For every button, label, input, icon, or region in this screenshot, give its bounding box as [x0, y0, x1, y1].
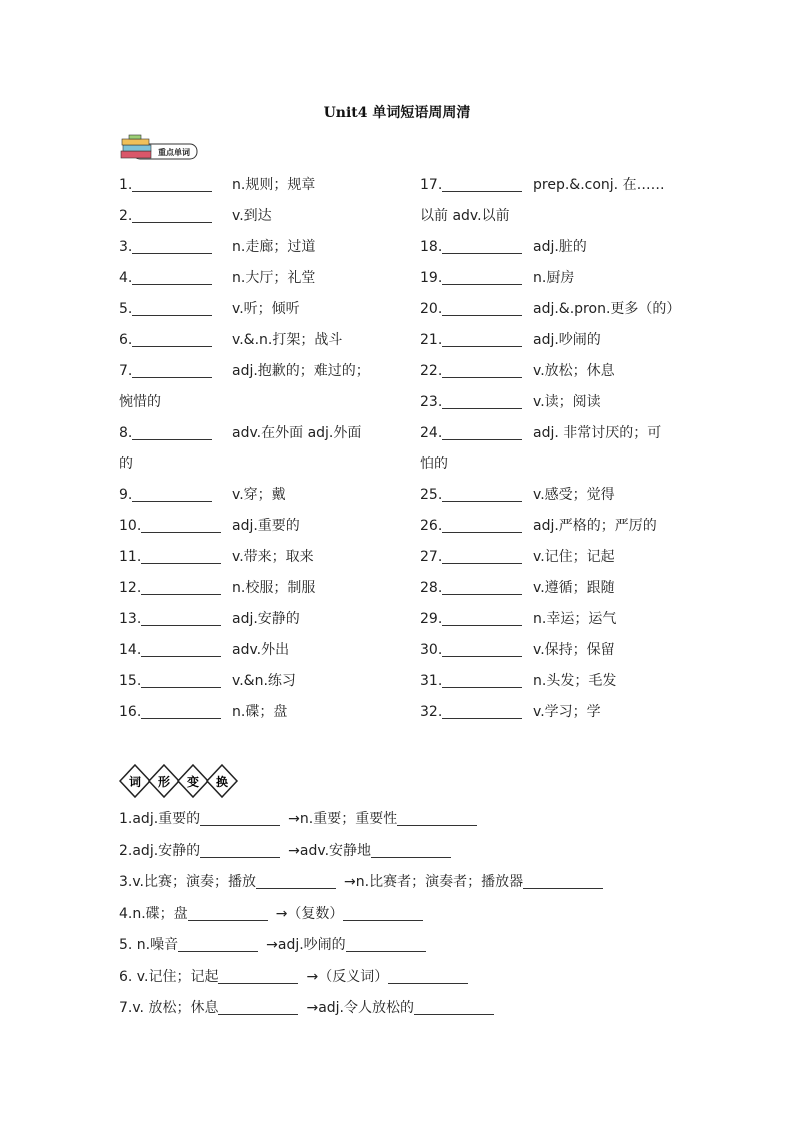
answer-blank[interactable] — [523, 874, 603, 889]
vocab-item — [119, 418, 409, 449]
answer-blank[interactable] — [442, 332, 522, 347]
answer-blank[interactable] — [132, 239, 212, 254]
vocab-number: 28. — [420, 580, 443, 596]
word-form-target: →adv.安静地 — [288, 842, 372, 859]
vocab-number: 12. — [119, 580, 142, 596]
vocab-number: 11. — [119, 549, 142, 565]
key-words-badge — [119, 133, 201, 163]
vocab-number: 24. — [420, 425, 443, 441]
vocab-item — [119, 294, 409, 325]
vocab-item — [420, 573, 682, 604]
vocab-meaning-continued: 惋惜的 — [119, 394, 161, 410]
vocab-number: 29. — [420, 611, 443, 627]
answer-blank[interactable] — [442, 363, 522, 378]
word-forms-section — [119, 804, 719, 1025]
vocab-number: 1. — [119, 177, 133, 193]
vocab-item — [420, 604, 682, 635]
answer-blank[interactable] — [132, 208, 212, 223]
vocab-number: 32. — [420, 704, 443, 720]
answer-blank[interactable] — [200, 811, 280, 826]
vocab-meaning: n.头发；毛发 — [533, 673, 617, 689]
vocab-item — [420, 635, 682, 666]
vocab-meaning: v.放松；休息 — [533, 363, 615, 379]
vocab-meaning: v.带来；取来 — [232, 549, 314, 565]
answer-blank[interactable] — [218, 969, 298, 984]
vocab-item — [119, 263, 409, 294]
answer-blank[interactable] — [442, 704, 522, 719]
answer-blank[interactable] — [218, 1000, 298, 1015]
vocab-item — [119, 511, 409, 542]
answer-blank[interactable] — [397, 811, 477, 826]
answer-blank[interactable] — [132, 301, 212, 316]
vocab-number: 20. — [420, 301, 443, 317]
vocab-item — [420, 263, 682, 294]
answer-blank[interactable] — [442, 549, 522, 564]
answer-blank[interactable] — [442, 580, 522, 595]
vocab-item — [119, 542, 409, 573]
vocab-meaning-continued: 以前 adv.以前 — [420, 208, 510, 224]
vocab-meaning: n.大厅；礼堂 — [232, 270, 316, 286]
vocab-meaning: n.厨房 — [533, 270, 575, 286]
word-form-item — [119, 930, 719, 962]
vocab-number: 30. — [420, 642, 443, 658]
answer-blank[interactable] — [178, 937, 258, 952]
answer-blank[interactable] — [132, 487, 212, 502]
vocab-number: 26. — [420, 518, 443, 534]
answer-blank[interactable] — [442, 611, 522, 626]
answer-blank[interactable] — [200, 843, 280, 858]
vocab-number: 10. — [119, 518, 142, 534]
answer-blank[interactable] — [141, 549, 221, 564]
word-form-item — [119, 804, 719, 836]
vocab-item — [420, 480, 682, 511]
vocab-meaning: v.&.n.打架；战斗 — [232, 332, 343, 348]
vocab-item — [119, 697, 409, 728]
word-form-source: 2.adj.安静的 — [119, 842, 201, 859]
answer-blank[interactable] — [343, 906, 423, 921]
word-form-target: →adj.令人放松的 — [306, 1000, 415, 1016]
vocab-item — [420, 387, 682, 418]
vocab-meaning: n.碟；盘 — [232, 704, 288, 720]
word-form-source: 3.v.比赛；演奏；播放 — [119, 874, 257, 890]
vocab-meaning: adj. 非常讨厌的；可 — [533, 425, 662, 441]
word-form-target: →（复数） — [275, 905, 344, 922]
answer-blank[interactable] — [442, 177, 522, 192]
vocab-meaning: v.到达 — [232, 208, 272, 224]
vocab-column-right — [420, 170, 682, 728]
vocab-number: 16. — [119, 704, 142, 720]
answer-blank[interactable] — [141, 518, 221, 533]
vocab-meaning: v.记住；记起 — [533, 549, 615, 565]
answer-blank[interactable] — [442, 394, 522, 409]
word-form-target: →（反义词） — [306, 968, 389, 985]
diamond-char — [149, 765, 179, 797]
diamond-char-label: 词 — [128, 775, 142, 789]
answer-blank[interactable] — [256, 874, 336, 889]
answer-blank[interactable] — [132, 332, 212, 347]
answer-blank[interactable] — [442, 518, 522, 533]
vocab-meaning: v.学习；学 — [533, 704, 601, 720]
vocab-meaning: v.读；阅读 — [533, 394, 601, 410]
vocab-meaning: adj.重要的 — [232, 518, 300, 534]
vocab-meaning: adj.严格的；严厉的 — [533, 518, 657, 534]
books-icon — [121, 135, 151, 158]
word-form-item — [119, 867, 719, 899]
word-form-item — [119, 836, 719, 868]
answer-blank[interactable] — [442, 239, 522, 254]
vocab-meaning: adj.脏的 — [533, 239, 587, 255]
vocab-number: 4. — [119, 270, 133, 286]
word-form-source: 4.n.碟；盘 — [119, 905, 188, 922]
vocab-meaning: n.走廊；过道 — [232, 239, 316, 255]
diamond-char — [120, 765, 150, 797]
vocab-item — [119, 232, 409, 263]
vocab-number: 18. — [420, 239, 443, 255]
answer-blank[interactable] — [346, 937, 426, 952]
vocab-meaning: v.保持；保留 — [533, 642, 615, 658]
answer-blank[interactable] — [442, 673, 522, 688]
vocab-number: 21. — [420, 332, 443, 348]
vocab-item — [119, 170, 409, 201]
vocab-number: 13. — [119, 611, 142, 627]
vocab-item — [119, 325, 409, 356]
vocab-number: 2. — [119, 208, 133, 224]
vocab-number: 5. — [119, 301, 133, 317]
answer-blank[interactable] — [442, 487, 522, 502]
vocab-item — [420, 294, 682, 325]
answer-blank[interactable] — [141, 580, 221, 595]
vocab-number: 27. — [420, 549, 443, 565]
vocab-number: 9. — [119, 487, 133, 503]
vocab-meaning: adj.安静的 — [232, 611, 300, 627]
vocab-item — [420, 666, 682, 697]
vocab-item — [420, 511, 682, 542]
vocab-item — [119, 604, 409, 635]
answer-blank[interactable] — [442, 425, 522, 440]
answer-blank[interactable] — [388, 969, 468, 984]
key-words-badge-label: 重点单词 — [158, 148, 190, 157]
vocab-meaning: adv.在外面 adj.外面 — [232, 425, 362, 441]
vocab-number: 25. — [420, 487, 443, 503]
word-form-source: 6. v.记住；记起 — [119, 968, 219, 985]
vocab-number: 15. — [119, 673, 142, 689]
answer-blank[interactable] — [442, 301, 522, 316]
page-title: Unit4 单词短语周周清 — [323, 105, 471, 121]
vocab-meaning: n.幸运；运气 — [533, 611, 617, 627]
vocab-number: 23. — [420, 394, 443, 410]
vocab-number: 22. — [420, 363, 443, 379]
vocab-item — [420, 697, 682, 728]
vocab-item — [119, 635, 409, 666]
vocab-item — [420, 418, 682, 449]
word-form-source: 1.adj.重要的 — [119, 811, 201, 827]
answer-blank[interactable] — [141, 673, 221, 688]
answer-blank[interactable] — [188, 906, 268, 921]
word-form-item — [119, 993, 719, 1025]
answer-blank[interactable] — [141, 704, 221, 719]
answer-blank[interactable] — [141, 642, 221, 657]
vocab-item — [420, 170, 682, 201]
vocab-meaning: adj.&.pron.更多（的） — [533, 301, 681, 317]
vocab-item — [119, 201, 409, 232]
vocab-meaning: n.校服；制服 — [232, 580, 316, 596]
answer-blank[interactable] — [132, 177, 212, 192]
vocab-number: 6. — [119, 332, 133, 348]
vocab-number: 7. — [119, 363, 133, 379]
vocab-meaning: v.遵循；跟随 — [533, 580, 615, 596]
vocab-column-left — [119, 170, 409, 728]
vocab-meaning: adv.外出 — [232, 642, 290, 658]
diamond-char — [207, 765, 237, 797]
diamond-char-label: 换 — [215, 775, 229, 789]
vocab-number: 17. — [420, 177, 443, 193]
vocab-item — [119, 573, 409, 604]
vocab-meaning: v.听；倾听 — [232, 301, 300, 317]
vocab-meaning-continued: 的 — [119, 456, 133, 472]
answer-blank[interactable] — [132, 270, 212, 285]
diamond-char — [178, 765, 208, 797]
vocab-meaning: v.穿；戴 — [232, 487, 286, 503]
answer-blank[interactable] — [442, 642, 522, 657]
answer-blank[interactable] — [442, 270, 522, 285]
vocab-item — [420, 232, 682, 263]
vocab-item — [420, 356, 682, 387]
answer-blank[interactable] — [414, 1000, 494, 1015]
word-form-item — [119, 899, 719, 931]
answer-blank[interactable] — [132, 425, 212, 440]
vocab-item — [119, 666, 409, 697]
word-form-source: 5. n.噪音 — [119, 937, 179, 953]
vocab-meaning: adj.抱歉的；难过的； — [232, 363, 370, 379]
vocab-meaning: v.&n.练习 — [232, 673, 296, 689]
answer-blank[interactable] — [371, 843, 451, 858]
vocab-item — [420, 542, 682, 573]
vocab-meaning: adj.吵闹的 — [533, 332, 601, 348]
vocab-meaning: prep.&.conj. 在…… — [533, 177, 665, 193]
vocab-item — [119, 480, 409, 511]
diamond-char-label: 变 — [186, 775, 200, 789]
answer-blank[interactable] — [132, 363, 212, 378]
word-form-target: →n.比赛者；演奏者；播放器 — [344, 874, 524, 890]
diamond-char-label: 形 — [157, 775, 171, 789]
vocab-number: 19. — [420, 270, 443, 286]
vocab-meaning: v.感受；觉得 — [533, 487, 615, 503]
vocab-number: 31. — [420, 673, 443, 689]
vocab-number: 8. — [119, 425, 133, 441]
word-form-target: →adj.吵闹的 — [266, 937, 346, 953]
vocab-meaning-continued: 怕的 — [420, 456, 448, 472]
vocab-number: 3. — [119, 239, 133, 255]
vocab-item — [119, 356, 409, 387]
vocab-number: 14. — [119, 642, 142, 658]
word-form-target: →n.重要；重要性 — [288, 811, 398, 827]
word-forms-badge — [119, 761, 241, 801]
word-form-source: 7.v. 放松；休息 — [119, 1000, 219, 1016]
vocab-item — [420, 325, 682, 356]
word-form-item — [119, 962, 719, 994]
answer-blank[interactable] — [141, 611, 221, 626]
vocab-meaning: n.规则；规章 — [232, 177, 316, 193]
